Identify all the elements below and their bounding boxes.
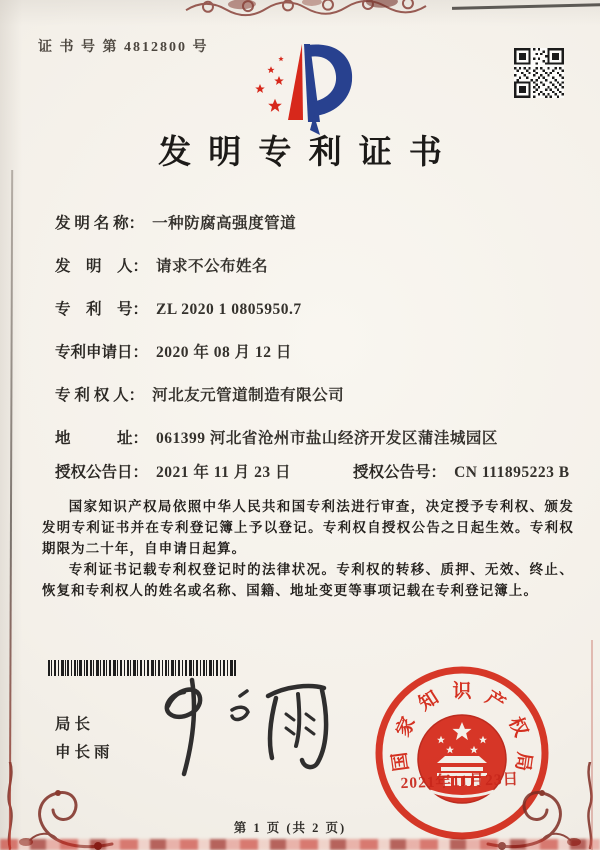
field-value: 请求不公布姓名 bbox=[156, 258, 269, 275]
field-row-grant-date bbox=[55, 460, 570, 482]
field-row-address bbox=[55, 426, 498, 448]
field-value: 2020 年 08 月 12 日 bbox=[156, 344, 292, 361]
field-label: 授权公告日： bbox=[55, 464, 149, 481]
qr-code bbox=[514, 47, 564, 99]
right-border-line bbox=[591, 640, 593, 850]
certificate-title: 发明专利证书 bbox=[158, 135, 460, 171]
field-value: 河北友元管道制造有限公司 bbox=[152, 387, 345, 404]
seal-char: 产 bbox=[481, 687, 509, 716]
seal-char: 家 bbox=[392, 713, 420, 741]
field-row-inventor bbox=[55, 254, 268, 276]
left-border-line bbox=[9, 170, 13, 850]
page-number: 第 1 页 (共 2 页) bbox=[233, 821, 347, 835]
field-label: 地 址： bbox=[55, 430, 149, 447]
field-label: 发 明 名 称： bbox=[55, 215, 145, 232]
legal-text-block bbox=[42, 496, 574, 601]
seal-date: 2021年11月23日 bbox=[400, 770, 520, 793]
field-row-filing-date bbox=[55, 340, 292, 362]
field-value: 061399 河北省沧州市盐山经济开发区蒲洼城园区 bbox=[156, 430, 498, 447]
bottom-border-band bbox=[0, 839, 600, 850]
field-label: 专 利 号： bbox=[55, 301, 149, 318]
corner-ornament-left bbox=[0, 762, 120, 850]
legal-paragraph-1: 国家知识产权局依照中华人民共和国专利法进行审查，决定授予专利权、颁发发明专利证书并在专利登记簿上予以登记。专利权自授权公告之日起生效。专利权期限为二十年，自申请日起算。 bbox=[42, 499, 574, 556]
logo-stars bbox=[255, 56, 284, 112]
certificate-number: 证 书 号 第 4812800 号 bbox=[38, 40, 209, 55]
field-label: 发 明 人： bbox=[55, 258, 149, 275]
seal-char: 局 bbox=[511, 750, 535, 773]
field-label: 专 利 权 人： bbox=[55, 387, 145, 404]
director-signature bbox=[140, 666, 340, 781]
grant-number-label: 授权公告号： bbox=[353, 464, 447, 481]
seal-char: 识 bbox=[452, 681, 472, 702]
field-value: 2021 年 11 月 23 日 bbox=[156, 464, 292, 481]
logo-red-wedge bbox=[288, 44, 303, 120]
field-label: 专利申请日： bbox=[55, 344, 149, 361]
director-name: 申长雨 bbox=[55, 744, 114, 761]
legal-paragraph-2: 专利证书记载专利权登记时的法律状况。专利权的转移、质押、无效、终止、恢复和专利权人的姓名或名称、国籍、地址变更等事项记载在专利登记簿上。 bbox=[42, 562, 574, 598]
top-edge-line bbox=[452, 3, 600, 10]
field-row-patentee bbox=[55, 383, 344, 405]
corner-ornament-right bbox=[480, 762, 600, 850]
seal-char: 知 bbox=[415, 687, 443, 716]
top-border-ornament bbox=[150, 0, 470, 20]
director-title: 局长 bbox=[55, 716, 95, 733]
field-row-patent-number bbox=[55, 297, 302, 319]
grant-number-value: CN 111895223 B bbox=[454, 464, 570, 481]
seal-char: 国 bbox=[389, 750, 413, 773]
field-value: 一种防腐高强度管道 bbox=[152, 215, 297, 232]
field-value: ZL 2020 1 0805950.7 bbox=[156, 301, 302, 318]
field-row-invention-name bbox=[55, 211, 296, 233]
seal-char: 权 bbox=[504, 713, 532, 741]
